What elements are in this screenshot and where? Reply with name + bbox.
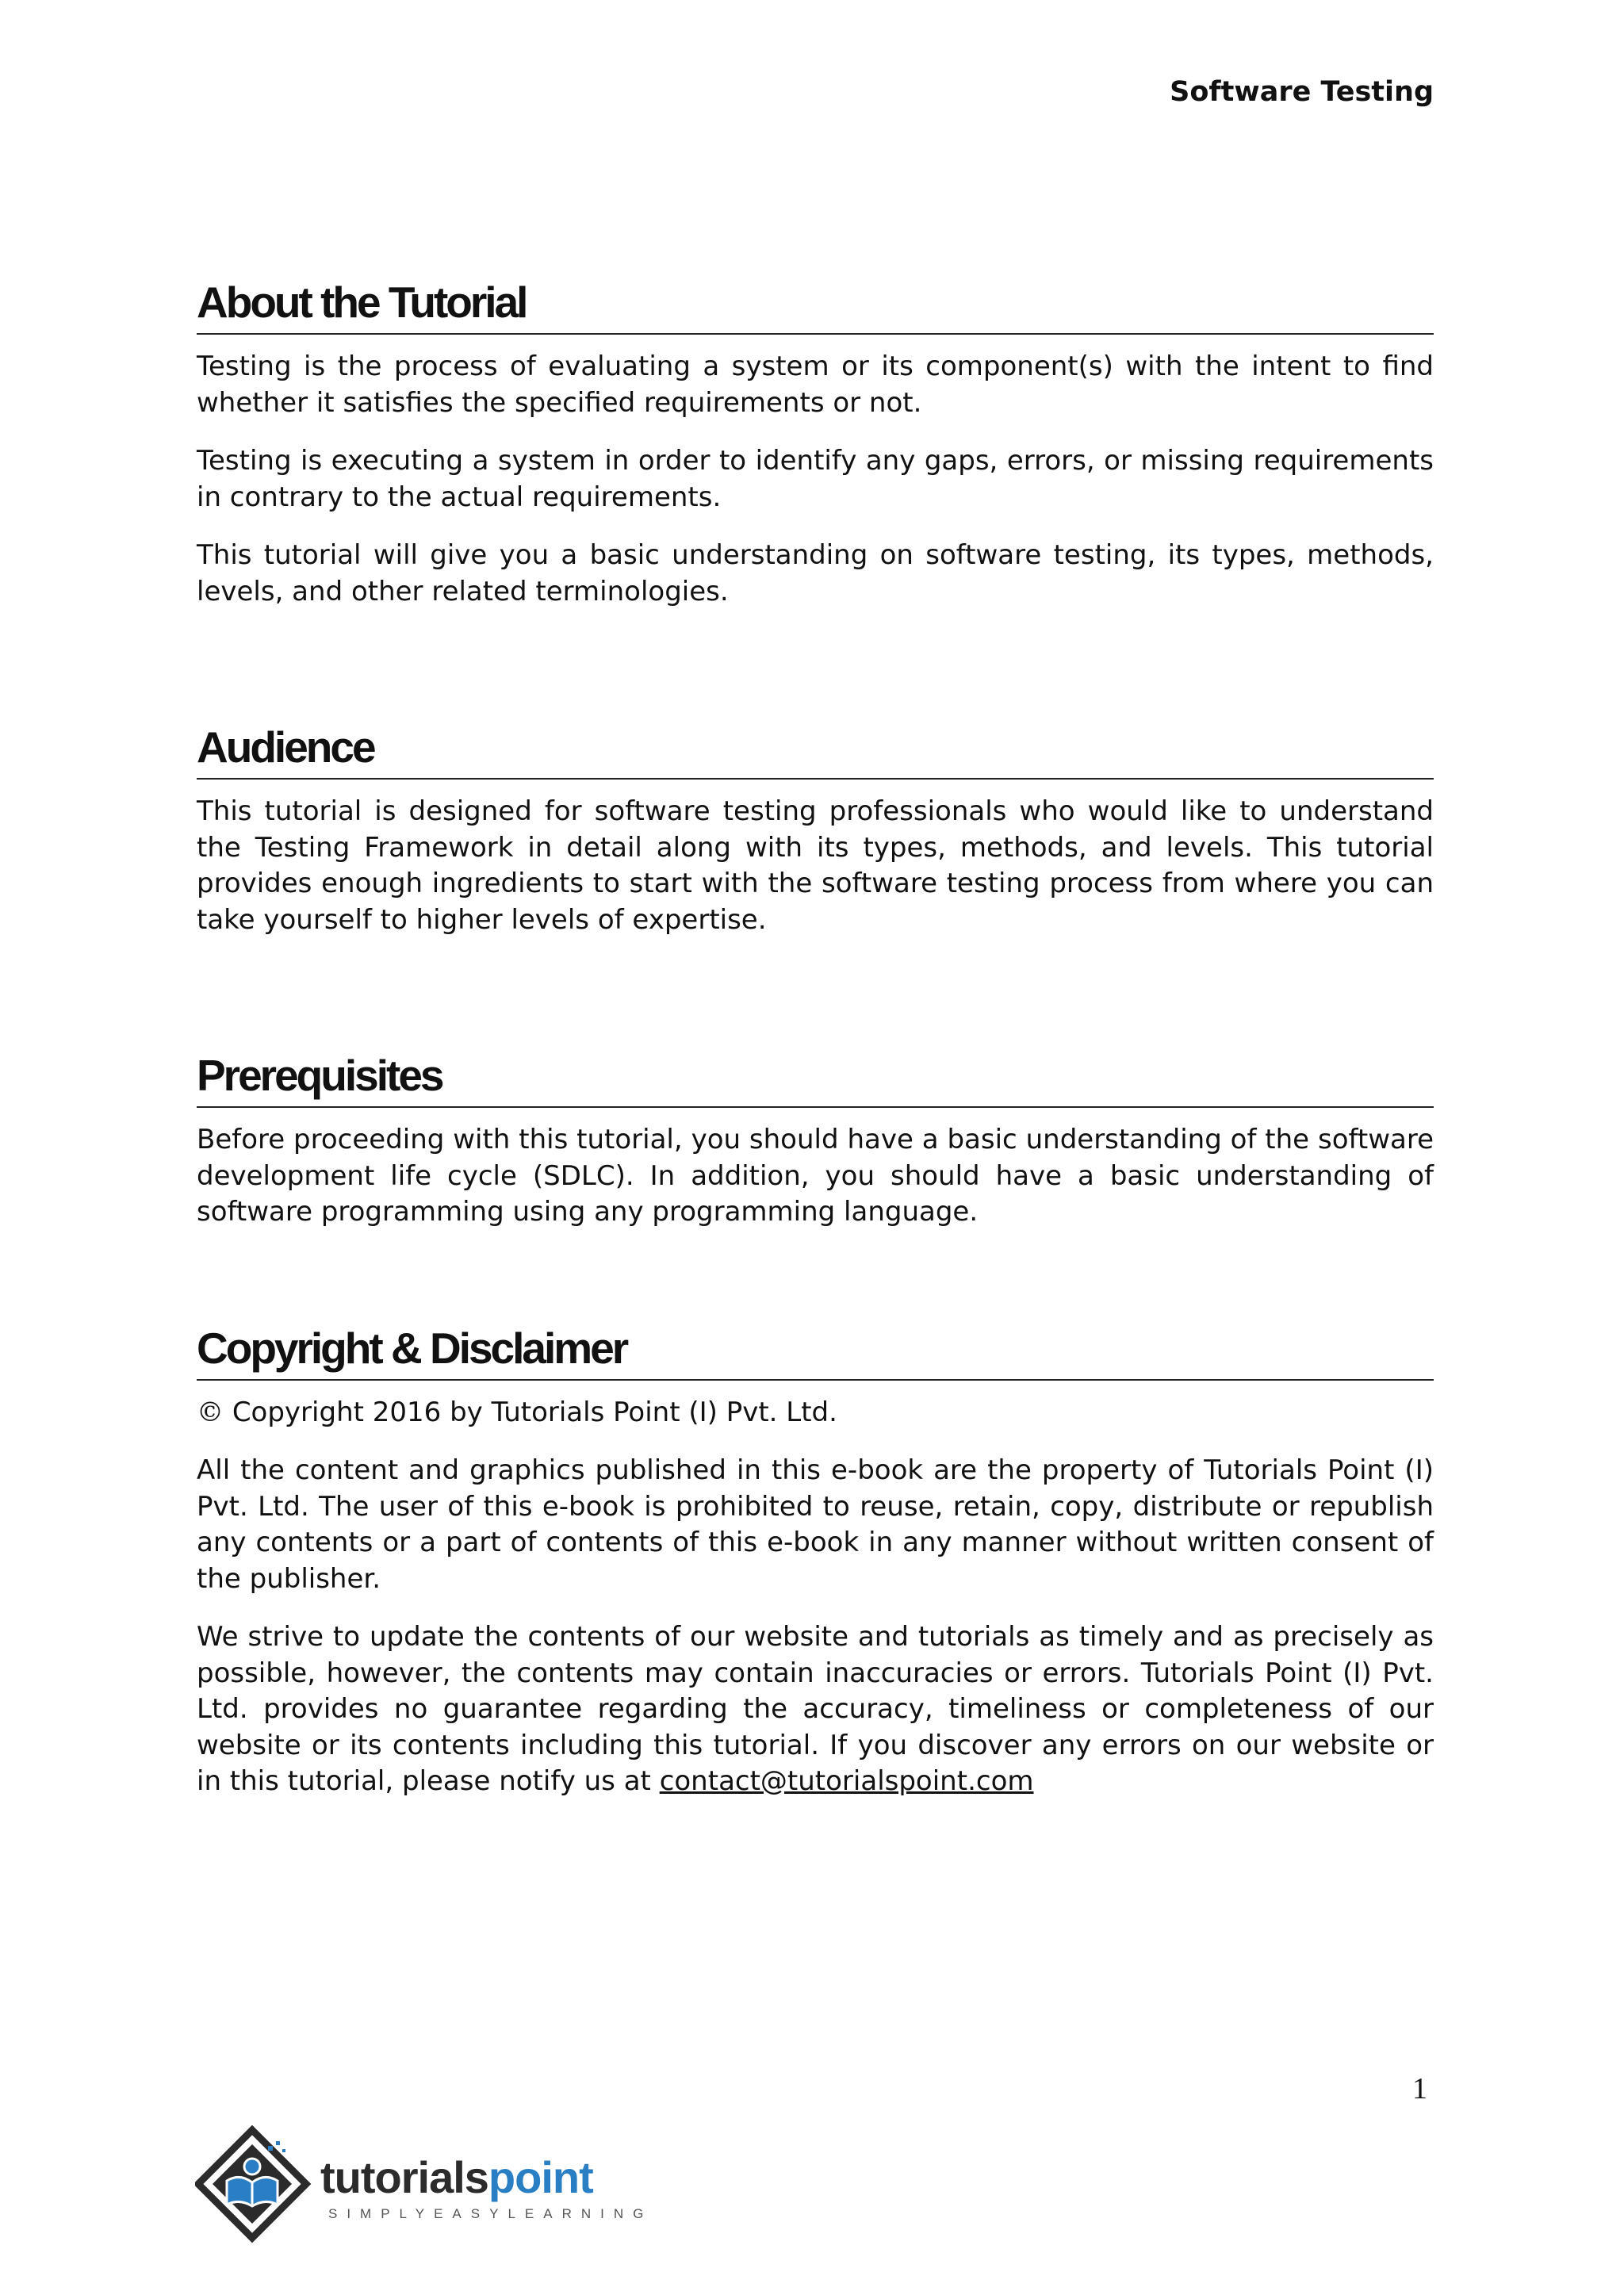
contact-email-link[interactable]: contact@tutorialspoint.com: [659, 1765, 1034, 1797]
section-copyright-disclaimer: [197, 1322, 1434, 1800]
section-heading: Prerequisites: [197, 1049, 1434, 1108]
tutorialspoint-logo: [195, 2125, 671, 2252]
logo-word-point: point: [488, 2152, 593, 2202]
paragraph: All the content and graphics published in this e-book are the property of Tutorials Point (I) Pvt. Ltd. The user of this e-book is prohibited to reuse, retain, copy, distribute or republish any contents or a part of contents of this e-book in any manner without written consent of the publisher.: [197, 1454, 1434, 1595]
section-heading: About the Tutorial: [197, 276, 1434, 335]
copyright-text: Copyright 2016 by Tutorials Point (I) Pvt. Ltd.: [232, 1396, 837, 1428]
section-heading: Copyright & Disclaimer: [197, 1322, 1434, 1381]
document-body: [197, 276, 1434, 1800]
copyright-line: [197, 1395, 1434, 1431]
page-number: 1: [1412, 2072, 1427, 2105]
section-heading: Audience: [197, 721, 1434, 780]
paragraph-text: We strive to update the contents of our website and tutorials as timely and as precisely as possible, however, the contents may contain inaccuracies or errors. Tutorials Point (I) Pvt. Ltd. provides no guarantee regarding the accuracy, timeliness or completeness of our website or its contents including this tutorial. If you discover any errors on our website or in this tutorial, please notify us at: [197, 1621, 1434, 1797]
section-about-the-tutorial: [197, 276, 1434, 610]
logo-wordmark: [320, 2154, 593, 2201]
section-prerequisites: [197, 1049, 1434, 1231]
paragraph: Before proceeding with this tutorial, you should have a basic understanding of the software development life cycle (SDLC). In addition, you should have a basic understanding of software programming using any programming language.: [197, 1124, 1434, 1228]
running-header-title: Software Testing: [1170, 76, 1434, 108]
paragraph: This tutorial is designed for software testing professionals who would like to understand the Testing Framework in detail along with its types, methods, and levels. This tutorial provides enough ingredients to start with the software testing process from where you can take yourself to higher levels of expertise.: [197, 795, 1434, 936]
paragraph-with-contact: [197, 1619, 1434, 1800]
paragraph: Testing is the process of evaluating a system or its component(s) with the intent to find whether it satisfies the specified requirements or not.: [197, 351, 1434, 419]
paragraph: This tutorial will give you a basic understanding on software testing, its types, methods, levels, and other related terminologies.: [197, 539, 1434, 607]
logo-word-tutorials: tutorials: [320, 2152, 488, 2202]
paragraph: Testing is executing a system in order to identify any gaps, errors, or missing requirements in contrary to the actual requirements.: [197, 445, 1434, 513]
copyright-icon: ©: [197, 1396, 224, 1428]
section-audience: [197, 721, 1434, 938]
logo-tagline: SIMPLYEASYLEARNING: [328, 2206, 653, 2221]
